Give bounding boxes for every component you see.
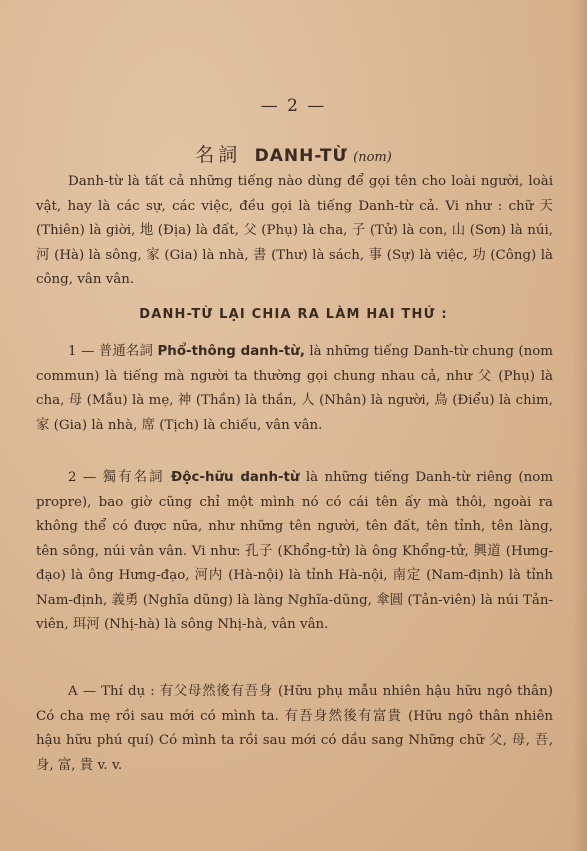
section-2-text: là những tiếng Danh-từ riêng (nom propre), bao giờ cũng chỉ một mình nó có cái tên ấy mà thôi, ngoài ra không thể có được nữa, như những tên người, tên đất, tên tỉnh, tên làng, tên sông, núi vân vân. Vi như: 孔子 (Khổng-tử) là ông Khổng-tử, 興道 (Hưng-đạo) là ông Hưng-đạo, 河内 (Hà-nội) là tỉnh Hà-nội, 南定 (Nam-định) là tỉnh Nam-định, 義勇 (Nghĩa dũng) là làng Nghĩa-dũng, 傘圓 (Tản-viên) là núi Tản-viên, 珥河 (Nhị-hà) là sông Nhị-hà, vân vân. xyxy=(36,470,554,632)
section-2-marker: 2 — xyxy=(68,470,97,485)
section-subheading: DANH-TỪ LẠI CHIA RA LÀM HAI THỨ : xyxy=(139,307,448,322)
section-1-text: là những tiếng Danh-từ chung (nom commun) là tiếng mà người ta thường gọi chung nhau cả, như 父 (Phụ) là cha, 母 (Mẫu) là mẹ, 神 (Thần) là thần, 人 (Nhân) là người, 鳥 (Điểu) là chim, 家 (Gia) là nhà, 席 (Tịch) là chiếu, vân vân. xyxy=(36,344,553,433)
intro-paragraph xyxy=(36,170,553,293)
title-note: (nom) xyxy=(353,150,392,165)
section-1-paragraph xyxy=(36,340,553,438)
section-1-marker: 1 — xyxy=(68,344,95,359)
section-1-term: Phổ-thông danh-từ, xyxy=(157,344,305,359)
page-number: — 2 — xyxy=(260,96,327,116)
title-text: DANH-TỪ xyxy=(254,146,348,166)
section-2 xyxy=(36,466,553,638)
section-2-paragraph xyxy=(36,466,553,638)
section-3 xyxy=(36,680,553,778)
section-1-han: 普通名詞 xyxy=(98,344,154,359)
title-han-characters: 名詞 xyxy=(195,144,242,166)
section-1 xyxy=(36,340,553,438)
section-3-text: A — Thí dụ : 有父母然後有吾身 (Hữu phụ mẫu nhiên hậu hữu ngô thân) Có cha mẹ rồi sau mới có mình ta. 有吾身然後有富貴 (Hữu ngô thân nhiên hậu hữu phú quí) Có mình ta rồi sau mới có dầu sang Những chữ 父, 母, 吾, 身, 富, 貴 v. v. xyxy=(36,684,553,773)
page-edge-shadow xyxy=(573,0,587,851)
section-2-han: 獨有名詞 xyxy=(102,470,165,485)
section-2-term: Độc-hữu danh-từ xyxy=(171,470,300,485)
page-title xyxy=(0,140,587,167)
intro-text: Danh-từ là tất cả những tiếng nào dùng để gọi tên cho loài người, loài vật, hay là các sự, các việc, đều gọi là tiếng Danh-từ cả. Vi như : chữ 天 (Thiên) là giời, 地 (Địa) là đất, 父 (Phụ) là cha, 子 (Tử) là con, 山 (Sơn) là núi, 河 (Hà) là sông, 家 (Gia) là nhà, 書 (Thư) là sách, 事 (Sự) là việc, 功 (Công) là công, vân vân. xyxy=(36,174,553,287)
